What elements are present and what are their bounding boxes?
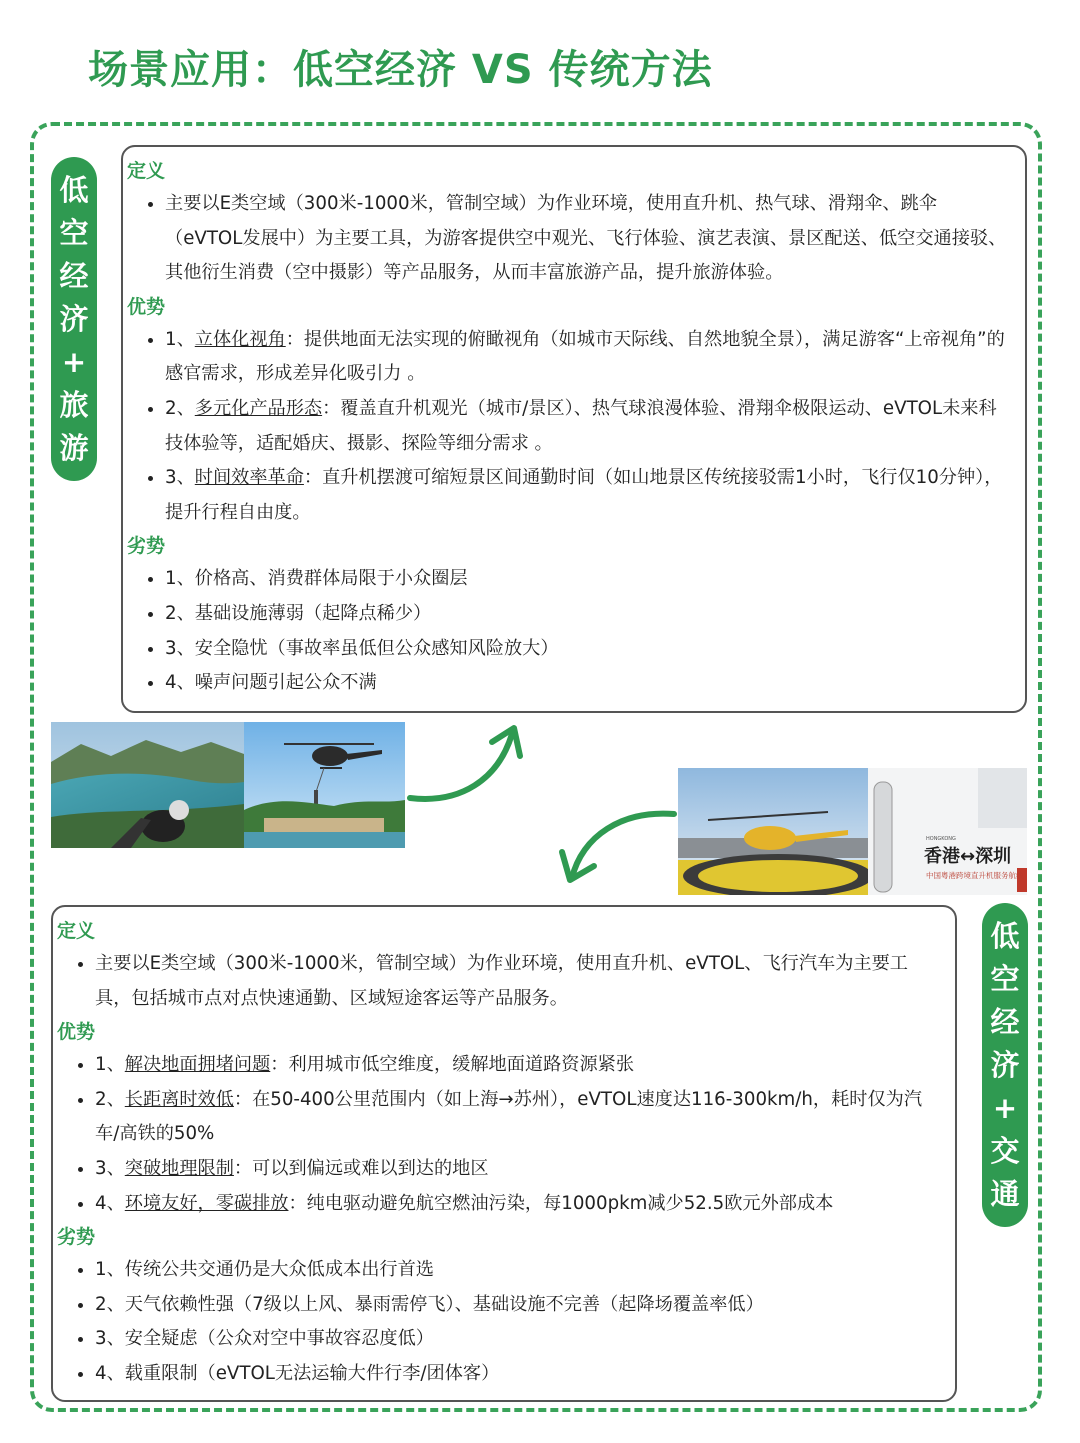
disadvantage-item: • 3、安全疑虑（公众对空中事故容忍度低） xyxy=(95,1322,937,1357)
tag-char: 旅 xyxy=(59,388,89,422)
tag-char: 空 xyxy=(59,216,89,250)
definition-text: • 主要以E类空域（300米-1000米，管制空域）为作业环境，使用直升机、eVTOL、飞行汽车为主要工具，包括城市点对点快速通勤、区域短途客运等产品服务。 xyxy=(95,947,937,1016)
page-title: 场景应用：低空经济 VS 传统方法 xyxy=(88,47,713,93)
curved-arrow-down-icon xyxy=(552,800,682,890)
disadvantages-heading: 劣势 xyxy=(127,535,166,558)
transport-box xyxy=(51,905,957,1402)
advantages-heading: 优势 xyxy=(127,295,166,318)
advantage-item: • 2、多元化产品形态：覆盖直升机观光（城市/景区）、热气球浪漫体验、滑翔伞极限运动、eVTOL未来科技体验等，适配婚庆、摄影、探险等细分需求 。 xyxy=(165,392,1007,461)
tag-char: 经 xyxy=(990,1005,1020,1039)
disadvantage-item: • 2、基础设施薄弱（起降点稀少） xyxy=(165,597,1007,632)
tag-char: 济 xyxy=(59,302,89,336)
advantage-key: 立体化视角 xyxy=(194,328,286,350)
advantage-key: 时间效率革命 xyxy=(194,467,304,489)
tag-char: 低 xyxy=(990,919,1020,953)
definition-heading: 定义 xyxy=(127,160,166,182)
tag-char: 交 xyxy=(990,1134,1020,1168)
tag-char: + xyxy=(61,345,87,379)
advantages-heading: 优势 xyxy=(57,1021,96,1044)
advantage-key: 环境友好，零碳排放 xyxy=(124,1192,289,1214)
advantage-item: • 3、突破地理限制：可以到偏远或难以到达的地区 xyxy=(95,1152,937,1187)
tag-char: 低 xyxy=(59,173,89,207)
tag-char: 济 xyxy=(990,1048,1020,1082)
advantage-item: • 2、长距离时效低：在50-400公里范围内（如上海→苏州），eVTOL速度达116-300km/h，耗时仅为汽车/高铁的50% xyxy=(95,1083,937,1152)
advantage-item: • 1、立体化视角：提供地面无法实现的俯瞰视角（如城市天际线、自然地貌全景），满足游客“上帝视角”的感官需求，形成差异化吸引力 。 xyxy=(165,323,1007,392)
transport-tag xyxy=(982,903,1028,1227)
tag-char: 通 xyxy=(990,1177,1020,1211)
tourism-box xyxy=(121,145,1027,713)
advantage-key: 长距离时效低 xyxy=(124,1088,234,1110)
disadvantages-heading: 劣势 xyxy=(57,1226,96,1249)
advantage-key: 多元化产品形态 xyxy=(194,397,323,419)
helicopter-resort-photo xyxy=(244,722,405,848)
disadvantage-item: • 4、噪声问题引起公众不满 xyxy=(165,666,1007,701)
disadvantage-item: • 4、载重限制（eVTOL无法运输大件行李/团体客） xyxy=(95,1357,937,1392)
tag-char: 经 xyxy=(59,259,89,293)
advantage-item: • 1、解决地面拥堵问题：利用城市低空维度，缓解地面道路资源紧张 xyxy=(95,1048,937,1083)
advantage-key: 解决地面拥堵问题 xyxy=(124,1054,271,1076)
paragliding-photo xyxy=(51,722,244,848)
definition-text: • 主要以E类空域（300米-1000米，管制空域）为作业环境，使用直升机、热气球、滑翔伞、跳伞（eVTOL发展中）为主要工具，为游客提供空中观光、飞行体验、演艺表演、景区配送、低空交通接驳、其他衍生消费（空中摄影）等产品服务，从而丰富旅游产品，提升旅游体验。 xyxy=(165,187,1007,291)
advantage-item: • 4、环境友好，零碳排放：纯电驱动避免航空燃油污染，每1000pkm减少52.5欧元外部成本 xyxy=(95,1187,937,1222)
sign-route: 香港↔深圳 xyxy=(924,846,1012,867)
disadvantage-item: • 1、价格高、消费群体局限于小众圈层 xyxy=(165,562,1007,597)
definition-list xyxy=(57,947,937,1016)
disadvantages-list xyxy=(57,1253,937,1391)
helipad-photo xyxy=(678,768,1027,895)
sign-caption: HONGKONG xyxy=(926,836,956,842)
disadvantage-item: • 1、传统公共交通仍是大众低成本出行首选 xyxy=(95,1253,937,1288)
tag-char: + xyxy=(992,1091,1018,1125)
disadvantage-item: • 3、安全隐忧（事故率虽低但公众感知风险放大） xyxy=(165,632,1007,667)
tag-char: 空 xyxy=(990,962,1020,996)
curved-arrow-up-icon xyxy=(400,718,540,810)
sign-subtitle: 中国粤港跨境直升机服务航线 xyxy=(926,871,1024,880)
tag-char: 游 xyxy=(59,431,89,465)
disadvantage-item: • 2、天气依赖性强（7级以上风、暴雨需停飞）、基础设施不完善（起降场覆盖率低） xyxy=(95,1288,937,1323)
advantages-list xyxy=(127,323,1007,531)
tourism-tag xyxy=(51,157,97,481)
advantages-list xyxy=(57,1048,937,1221)
advantage-key: 突破地理限制 xyxy=(124,1157,234,1179)
definition-list xyxy=(127,187,1007,291)
disadvantages-list xyxy=(127,562,1007,700)
definition-heading: 定义 xyxy=(57,920,96,942)
advantage-item: • 3、时间效率革命：直升机摆渡可缩短景区间通勤时间（如山地景区传统接驳需1小时，飞行仅10分钟），提升行程自由度。 xyxy=(165,461,1007,530)
